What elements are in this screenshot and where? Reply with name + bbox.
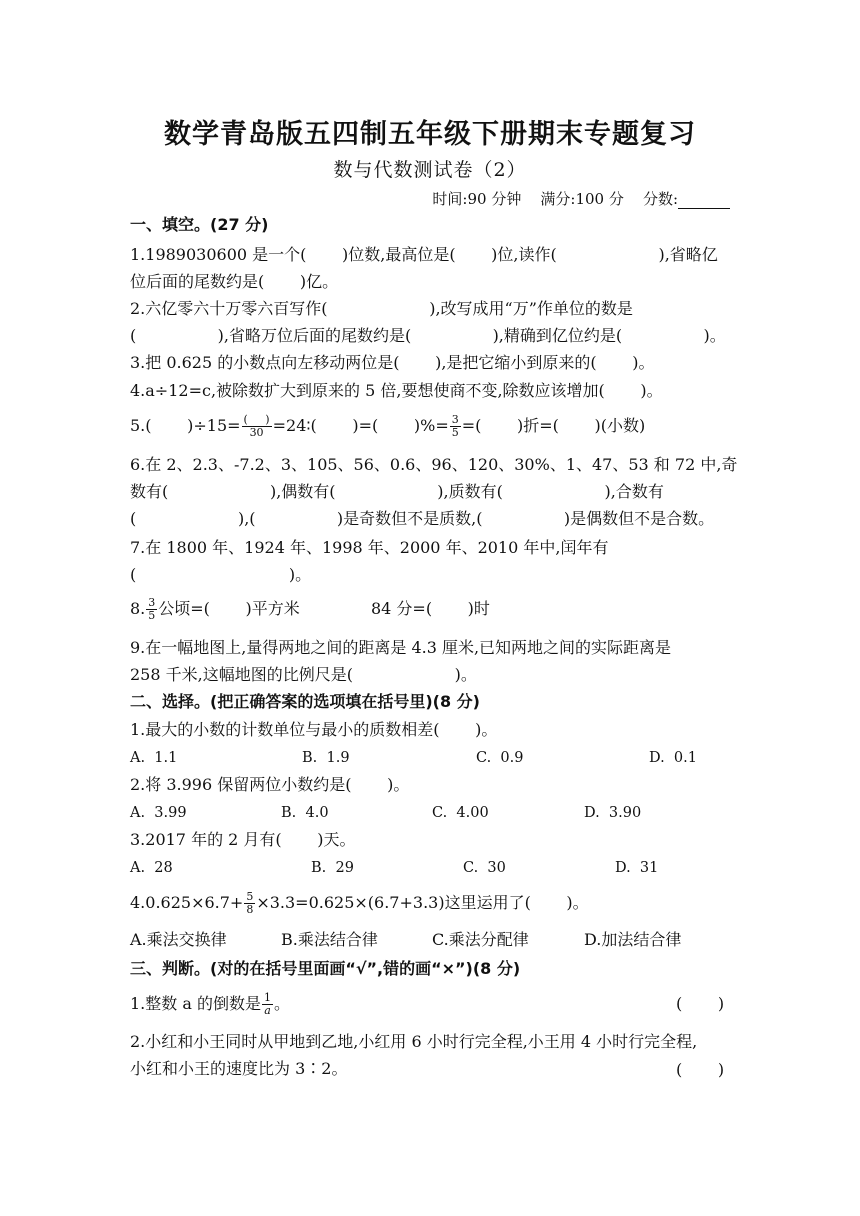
q2-3-option-a: A. 28 xyxy=(130,860,173,876)
q5-fraction-1 xyxy=(242,414,272,439)
question-1-6-line2: 数有( ),偶数有( ),质数有( ),合数有 xyxy=(130,482,664,501)
q8-fraction-den: 5 xyxy=(148,609,156,622)
q2-1-option-a: A. 1.1 xyxy=(130,750,178,766)
page-title: 数学青岛版五四制五年级下册期末专题复习 xyxy=(164,119,696,150)
q5-fraction-1-num: ( ) xyxy=(243,413,270,426)
q2-3-option-d: D. 31 xyxy=(615,860,659,876)
section-heading-fill: 一、填空。(27 分) xyxy=(130,215,269,234)
q2-4-post: ×3.3=0.625×(6.7+3.3)这里运用了( )。 xyxy=(256,893,589,912)
q5-fraction-1-den: 30 xyxy=(249,426,264,439)
q2-4-option-d: D.加法结合律 xyxy=(584,930,682,949)
question-3-2-line2: 小红和小王的速度比为 3∶2。 xyxy=(130,1059,348,1078)
score-label: 分数: xyxy=(642,190,678,208)
q2-2-option-d: D. 3.90 xyxy=(584,805,642,821)
question-2-3: 3.2017 年的 2 月有( )天。 xyxy=(130,830,356,849)
q2-3-option-c: C. 30 xyxy=(463,860,506,876)
question-1-1-line2: 位后面的尾数约是( )亿。 xyxy=(130,272,339,291)
q5-fraction-2 xyxy=(450,414,461,439)
q3-1-post: 。 xyxy=(273,994,290,1013)
q8-fraction xyxy=(146,597,157,622)
question-1-9-line1: 9.在一幅地图上,量得两地之间的距离是 4.3 厘米,已知两地之间的实际距离是 xyxy=(130,638,672,657)
question-1-5 xyxy=(130,414,645,439)
q5-post: =( )折=( )(小数) xyxy=(461,416,646,435)
question-1-1-line1: 1.1989030600 是一个( )位数,最高位是( )位,读作( ),省略亿 xyxy=(130,245,718,264)
q3-2-answer-paren[interactable]: ( ) xyxy=(676,1060,725,1079)
q2-1-option-b: B. 1.9 xyxy=(302,750,350,766)
q2-2-option-a: A. 3.99 xyxy=(130,805,187,821)
page-subtitle: 数与代数测试卷（2） xyxy=(333,159,527,181)
question-1-3: 3.把 0.625 的小数点向左移动两位是( ),是把它缩小到原来的( )。 xyxy=(130,353,655,372)
q2-4-option-a: A.乘法交换律 xyxy=(130,930,227,949)
question-1-8 xyxy=(130,597,490,622)
q2-1-option-d: D. 0.1 xyxy=(649,750,697,766)
q2-2-option-c: C. 4.00 xyxy=(432,805,489,821)
q5-mid: =24∶( )=( )%= xyxy=(272,416,449,435)
full-score-label: 满分:100 分 xyxy=(540,190,624,208)
q5-fraction-2-num: 3 xyxy=(451,413,459,426)
question-1-6-line3: ( ),( )是奇数但不是质数,( )是偶数但不是合数。 xyxy=(130,509,715,528)
q3-1-fraction-den: a xyxy=(264,1004,271,1017)
question-2-1: 1.最大的小数的计数单位与最小的质数相差( )。 xyxy=(130,720,498,739)
question-1-2-line2: ( ),省略万位后面的尾数约是( ),精确到亿位约是( )。 xyxy=(130,326,726,345)
q2-4-fraction-den: 8 xyxy=(246,903,254,916)
q5-fraction-2-den: 5 xyxy=(451,426,459,439)
q2-1-option-c: C. 0.9 xyxy=(476,750,524,766)
question-3-2-line1: 2.小红和小王同时从甲地到乙地,小红用 6 小时行完全程,小王用 4 小时行完全程, xyxy=(130,1032,698,1051)
score-blank[interactable] xyxy=(678,194,730,209)
question-2-2: 2.将 3.996 保留两位小数约是( )。 xyxy=(130,775,410,794)
q2-4-option-b: B.乘法结合律 xyxy=(281,930,378,949)
q3-1-fraction-num: 1 xyxy=(263,991,271,1004)
question-1-4: 4.a÷12=c,被除数扩大到原来的 5 倍,要想使商不变,除数应该增加( )。 xyxy=(130,381,663,400)
time-label: 时间:90 分钟 xyxy=(432,190,522,208)
q3-1-answer-paren[interactable]: ( ) xyxy=(676,994,725,1013)
question-3-1 xyxy=(130,992,290,1017)
q2-4-pre: 4.0.625×6.7+ xyxy=(130,893,244,912)
question-2-4 xyxy=(130,891,589,916)
question-1-9-line2: 258 千米,这幅地图的比例尺是( )。 xyxy=(130,665,477,684)
question-1-7-line1: 7.在 1800 年、1924 年、1998 年、2000 年、2010 年中,闰年有 xyxy=(130,538,609,557)
q2-4-fraction xyxy=(244,891,255,916)
q5-pre: 5.( )÷15= xyxy=(130,416,241,435)
q8-post: 公顷=( )平方米 84 分=( )时 xyxy=(158,599,490,618)
question-1-7-line2: ( )。 xyxy=(130,565,312,584)
q2-4-fraction-num: 5 xyxy=(246,890,254,903)
q3-1-fraction xyxy=(262,992,273,1017)
question-1-6-line1: 6.在 2、2.3、-7.2、3、105、56、0.6、96、120、30%、1、47、53 和 72 中,奇 xyxy=(130,455,738,474)
q2-3-option-b: B. 29 xyxy=(311,860,354,876)
q3-1-pre: 1.整数 a 的倒数是 xyxy=(130,994,261,1013)
section-heading-judge: 三、判断。(对的在括号里面画“√”,错的画“×”)(8 分) xyxy=(130,959,521,978)
exam-meta xyxy=(432,188,730,209)
q8-pre: 8. xyxy=(130,599,146,618)
section-heading-choice: 二、选择。(把正确答案的选项填在括号里)(8 分) xyxy=(130,692,480,711)
question-1-2-line1: 2.六亿零六十万零六百写作( ),改写成用“万”作单位的数是 xyxy=(130,299,633,318)
q2-4-option-c: C.乘法分配律 xyxy=(432,930,529,949)
q8-fraction-num: 3 xyxy=(148,596,156,609)
q2-2-option-b: B. 4.0 xyxy=(281,805,329,821)
